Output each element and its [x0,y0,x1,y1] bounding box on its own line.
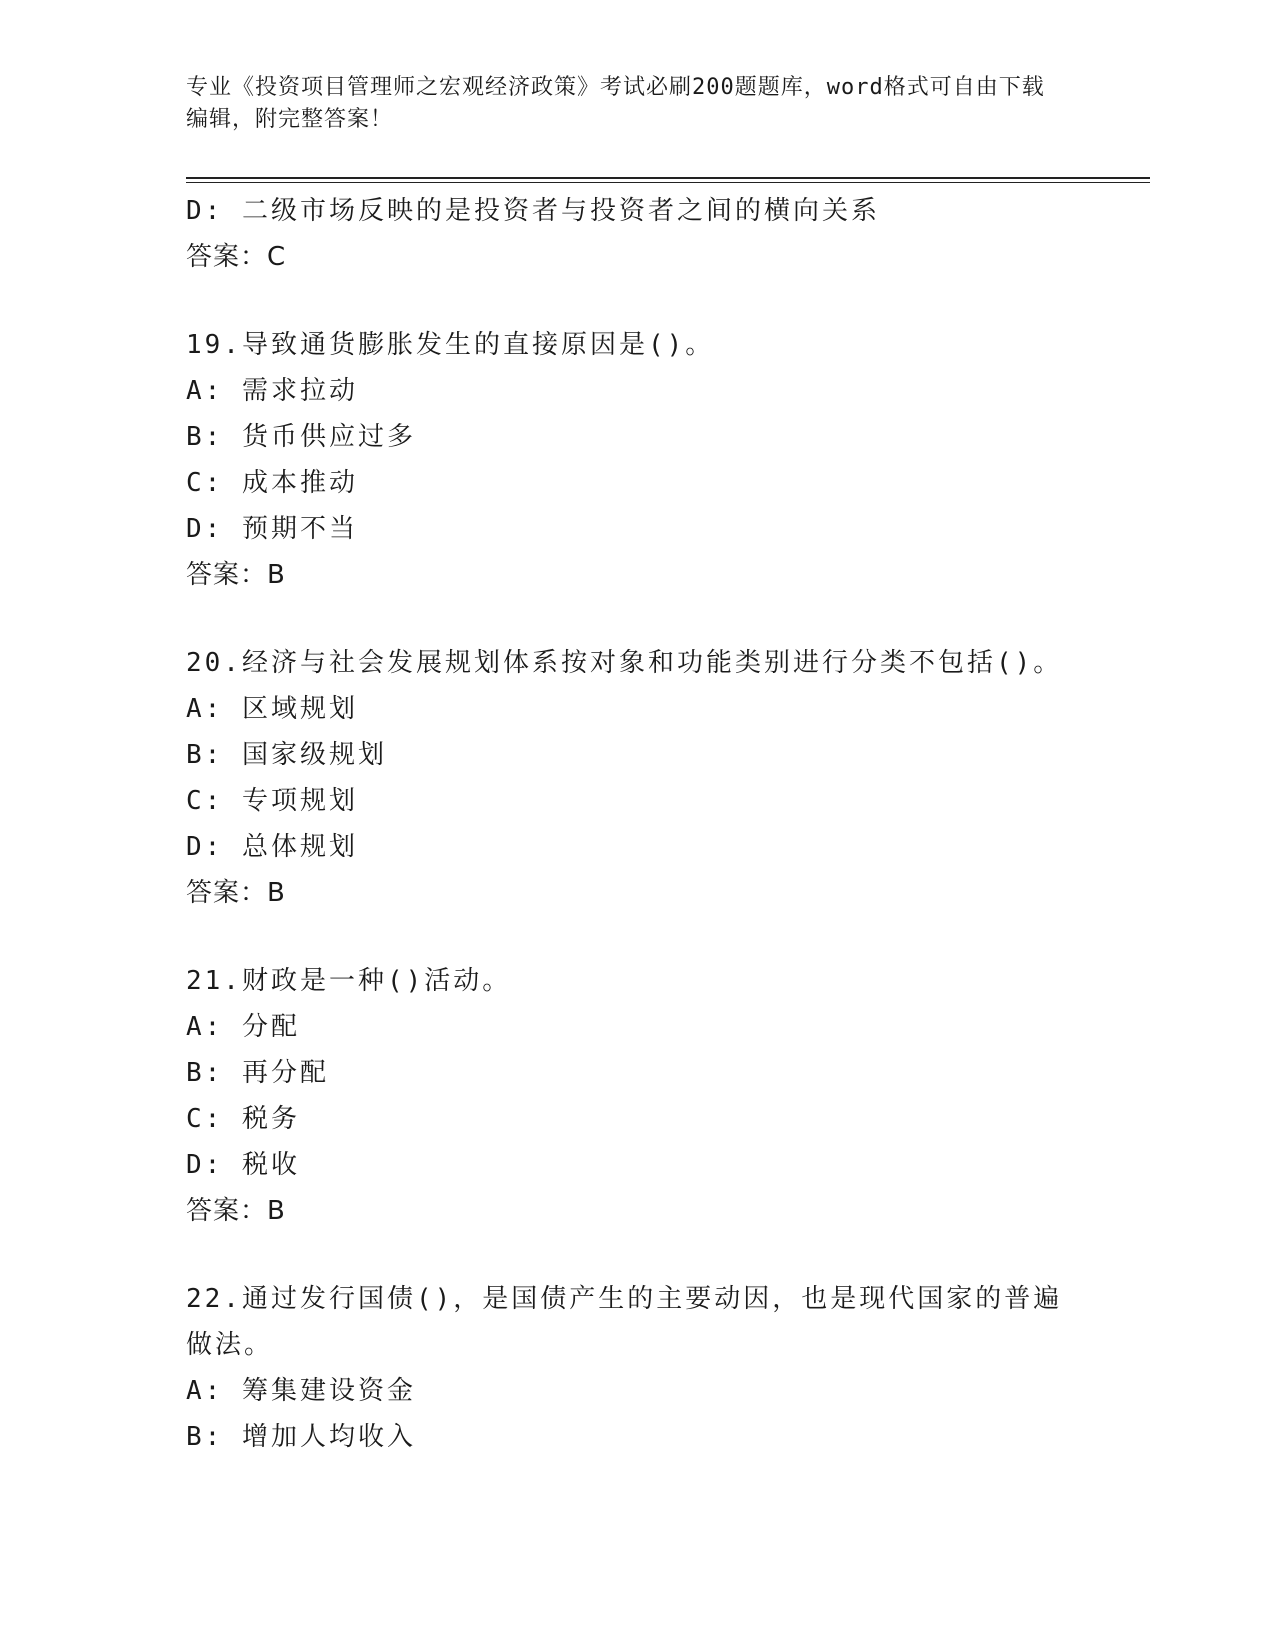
option-b: B: 国家级规划 [186,740,387,770]
header-divider-thin [186,182,1150,183]
question-22 [186,1276,1086,1460]
option-a: A: 分配 [186,1012,300,1042]
option-d: D: 二级市场反映的是投资者与投资者之间的横向关系 [186,196,880,226]
option-b: B: 再分配 [186,1058,329,1088]
question-stem: 22.通过发行国债()，是国债产生的主要动因，也是现代国家的普遍做法。 [186,1284,1063,1360]
answer-line: 答案：B [186,560,286,590]
option-c: C: 专项规划 [186,786,358,816]
option-a: A: 筹集建设资金 [186,1376,416,1406]
option-c: C: 税务 [186,1104,300,1134]
option-b: B: 增加人均收入 [186,1422,416,1452]
question-stem: 19.导致通货膨胀发生的直接原因是()。 [186,330,715,360]
header-divider-thick [186,177,1150,179]
question-list [186,188,1086,1460]
question-21 [186,958,1086,1234]
option-b: B: 货币供应过多 [186,422,416,452]
option-c: C: 成本推动 [186,468,358,498]
answer-line: 答案：C [186,242,287,272]
document-header: 专业《投资项目管理师之宏观经济政策》考试必刷200题题库，word格式可自由下载编辑，附完整答案！ [186,75,1045,132]
question-stem: 21.财政是一种()活动。 [186,966,512,996]
question-20 [186,640,1086,916]
previous-question-tail [186,188,1086,280]
option-d: D: 总体规划 [186,832,358,862]
option-d: D: 预期不当 [186,514,358,544]
question-19 [186,322,1086,598]
option-a: A: 区域规划 [186,694,358,724]
answer-line: 答案：B [186,1196,286,1226]
option-a: A: 需求拉动 [186,376,358,406]
question-stem: 20.经济与社会发展规划体系按对象和功能类别进行分类不包括()。 [186,648,1063,678]
answer-line: 答案：B [186,878,286,908]
option-d: D: 税收 [186,1150,300,1180]
